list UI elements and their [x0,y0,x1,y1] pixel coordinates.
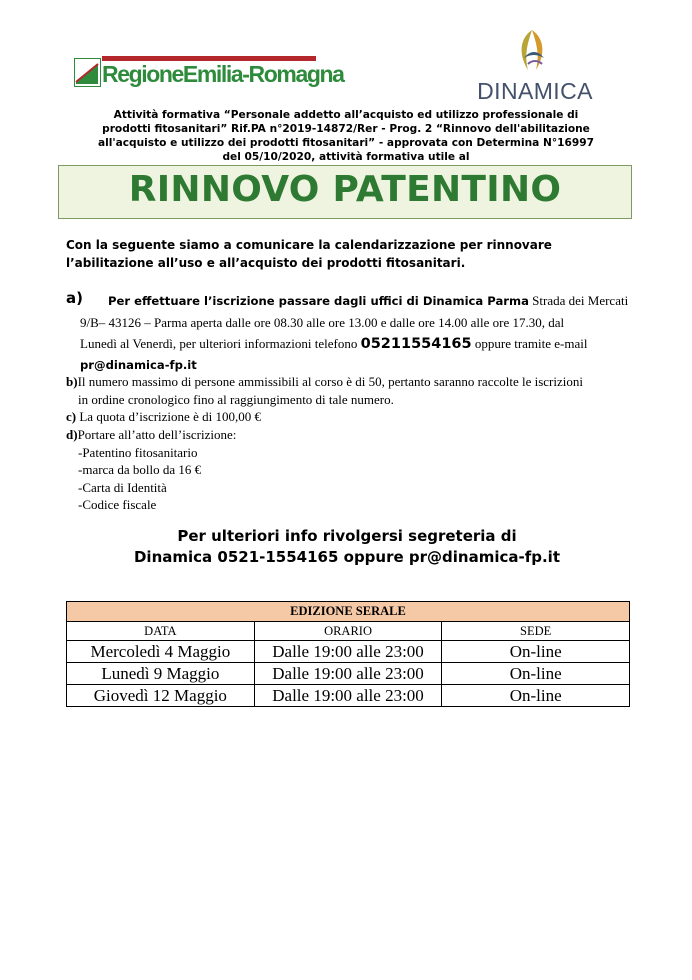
dinamica-logo-text: DINAMICA [477,78,593,104]
regione-mark-icon [74,58,101,87]
list-item: -marca da bollo da 16 € [78,462,202,477]
section-a-line3 [80,333,632,355]
column-header-data: DATA [67,622,255,641]
edition-row [67,602,630,622]
dinamica-mark-icon [510,28,554,72]
section-a-lead: Per effettuare l’iscrizione passare dagli uffici di Dinamica Parma [108,294,529,308]
section-b-letter: b) [66,374,78,389]
regione-emilia-romagna-logo [74,56,344,92]
table-cell-orario: Dalle 19:00 alle 23:00 [254,641,442,663]
table-row [67,663,630,685]
title-box [58,165,632,219]
section-d-line [66,426,636,444]
intro-paragraph: Con la seguente siamo a comunicare la calendarizzazione per rinnovare l’abilitazione all’uso e all’acquisto dei prodotti fitosanitari. [66,238,552,270]
contact-info [66,526,628,568]
table-cell-sede: On-line [442,685,630,707]
page-title: RINNOVO PATENTINO [128,169,562,210]
section-d-letter: d) [66,427,78,442]
section-b-line2: in ordine cronologico fino al raggiungimento di tale numero. [78,391,394,407]
section-a-line1 [80,290,632,312]
edition-header: EDIZIONE SERALE [67,602,630,622]
table-cell-orario: Dalle 19:00 alle 23:00 [254,663,442,685]
course-description: Attività formativa “Personale addetto all’acquisto ed utilizzo professionale di prodotti fitosanitari” Rif.PA n°2019-14872/Rer - Prog. 2 “Rinnovo dell'abilitazione all'acquisto e utilizzo dei prodotti fitosanitari” - approvata con Determina N°16997 del 05/10/2020, attività formativa utile al [97,109,595,163]
list-item: -Patentino fitosanitario [78,444,198,460]
section-c-text: La quota d’iscrizione è di 100,00 € [79,409,261,424]
section-c-letter: c) [66,409,77,424]
contact-info-line2: Dinamica 0521-1554165 oppure pr@dinamica-fp.it [133,548,560,566]
column-header-orario: ORARIO [254,622,442,641]
list-item: -Codice fiscale [78,497,157,512]
column-header-sede: SEDE [442,622,630,641]
section-b-line1 [66,373,636,391]
table-row [67,641,630,663]
section-a-body [80,290,632,376]
email-link[interactable]: pr@dinamica-fp.it [80,358,197,372]
contact-info-line1: Per ulteriori info rivolgersi segreteria di [177,527,517,545]
section-c [66,408,636,426]
regione-logo-text: RegioneEmilia-Romagna [102,61,344,87]
table-cell-data: Lunedì 9 Maggio [67,663,255,685]
column-header-row [67,622,630,641]
table-cell-sede: On-line [442,663,630,685]
table-cell-data: Giovedì 12 Maggio [67,685,255,707]
list-item: -Carta di Identità [78,479,167,495]
section-a-line3-pre: Lunedì al Venerdì, per ulteriori informazioni telefono [80,336,361,351]
table-cell-data: Mercoledì 4 Maggio [67,641,255,663]
section-a-line3-post: oppure tramite e-mail [471,336,588,351]
section-d-text: Portare all’atto dell’iscrizione: [77,427,237,442]
section-a-letter: a) [66,289,83,307]
section-a-line1-rest: Strada dei Mercati [528,293,629,308]
section-b [66,373,636,408]
table-cell-sede: On-line [442,641,630,663]
table-cell-orario: Dalle 19:00 alle 23:00 [254,685,442,707]
dinamica-logo [470,28,600,102]
phone-number: 05211554165 [360,336,472,352]
section-d [66,426,636,514]
section-b-text1: Il numero massimo di persone ammissibili al corso è di 50, pertanto saranno raccolte le iscrizioni [77,374,583,389]
schedule-table [66,601,630,707]
section-a-line2: 9/B– 43126 – Parma aperta dalle ore 08.30 alle ore 13.00 e dalle ore 14.00 alle ore 17.30, dal [80,315,565,330]
table-row [67,685,630,707]
